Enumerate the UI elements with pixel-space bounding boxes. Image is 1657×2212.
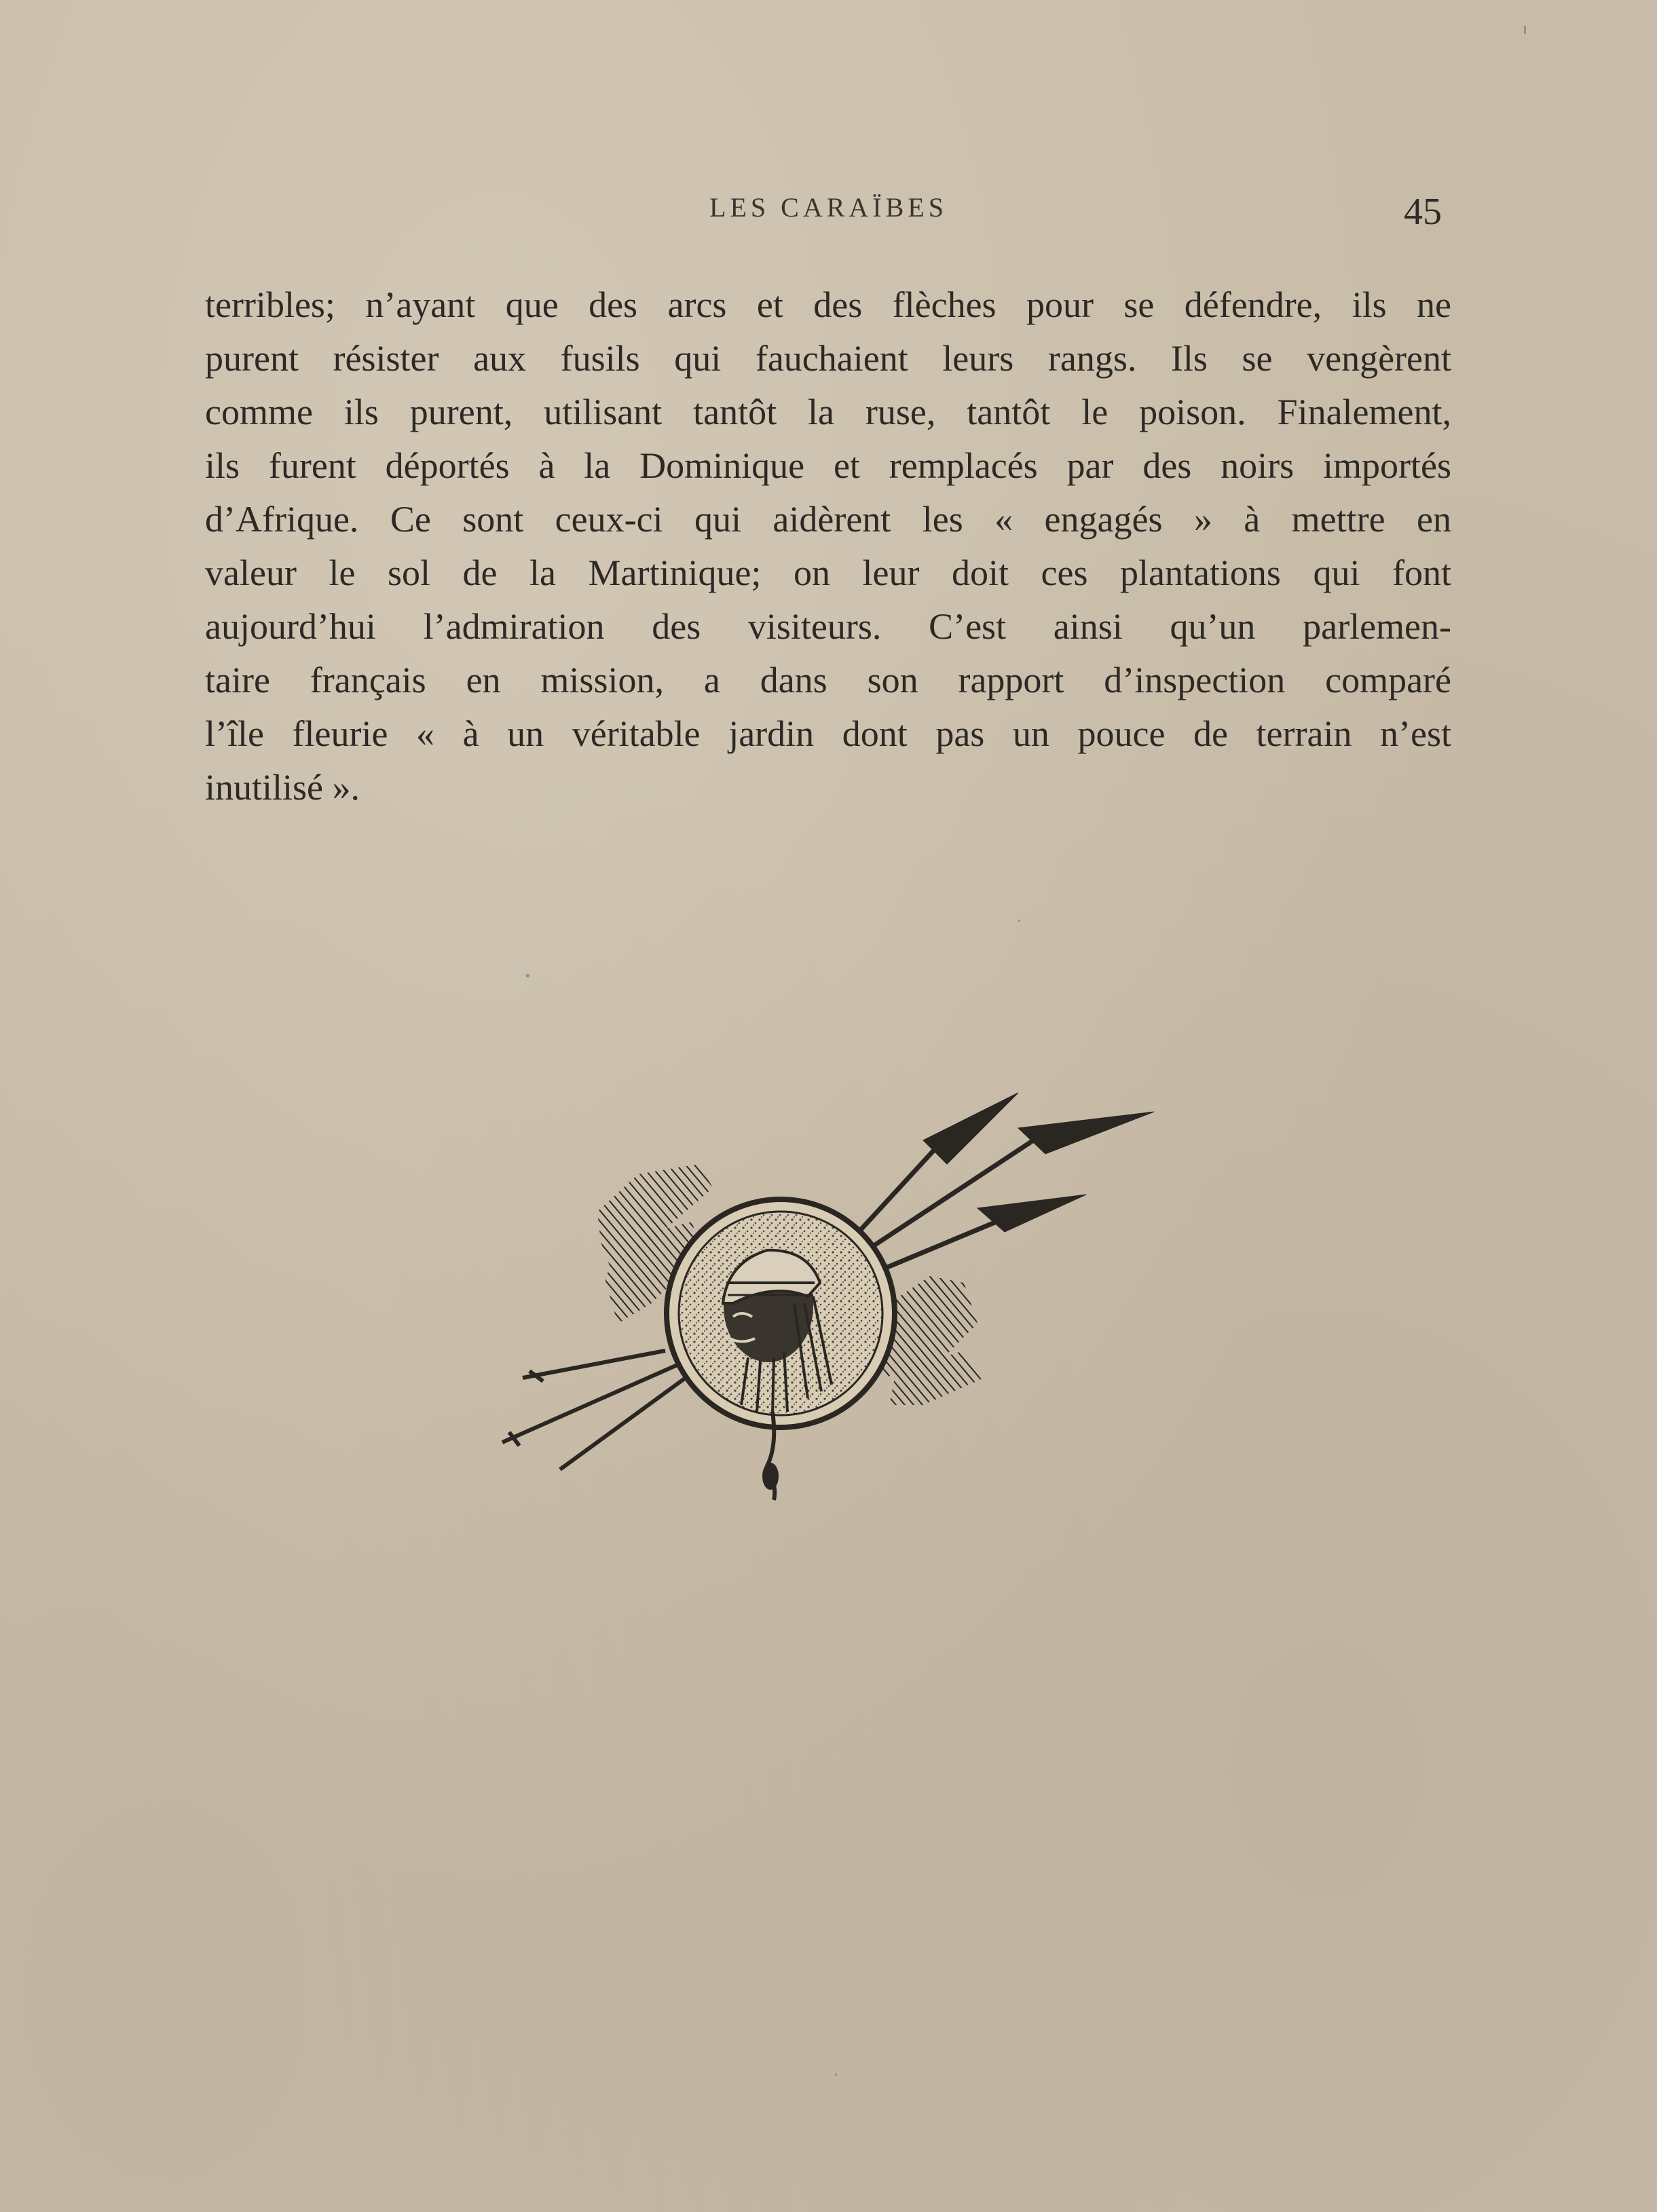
spears-left	[502, 1351, 686, 1469]
text-line: l’île fleurie « à un véritable jardin dont pas un pouce de terrain n’est	[205, 713, 1451, 754]
text-line: ils furent déportés à la Dominique et remplacés par des noirs importés	[205, 445, 1451, 486]
page-number: 45	[1404, 191, 1442, 233]
running-head: LES CARAÏBES	[709, 192, 948, 223]
paper-speck	[1018, 920, 1020, 922]
text-line: terribles; n’ayant que des arcs et des flèches pour se défendre, ils ne	[205, 284, 1451, 325]
text-line: aujourd’hui l’admiration des visiteurs. C’est ainsi qu’un parlemen-	[205, 606, 1451, 647]
paper-speck	[1524, 26, 1526, 34]
text-line: valeur le sol de la Martinique; on leur doit ces plantations qui font	[205, 552, 1451, 593]
text-line: purent résister aux fusils qui fauchaient leurs rangs. Ils se vengèrent	[205, 338, 1451, 379]
shield-spears-portrait-icon	[489, 1079, 1168, 1534]
text-line: d’Afrique. Ce sont ceux-ci qui aidèrent les « engagés » à mettre en	[205, 499, 1451, 540]
text-line: comme ils purent, utilisant tantôt la ruse, tantôt le poison. Finalement,	[205, 392, 1451, 432]
portrait-medallion	[667, 1199, 895, 1500]
spears-right	[859, 1093, 1154, 1269]
body-paragraph	[205, 278, 1451, 814]
text-line: inutilisé ».	[205, 767, 360, 808]
paper-speck	[526, 974, 529, 977]
paper-speck	[835, 2074, 837, 2076]
text-line: taire français en mission, a dans son rapport d’inspection comparé	[205, 660, 1451, 700]
